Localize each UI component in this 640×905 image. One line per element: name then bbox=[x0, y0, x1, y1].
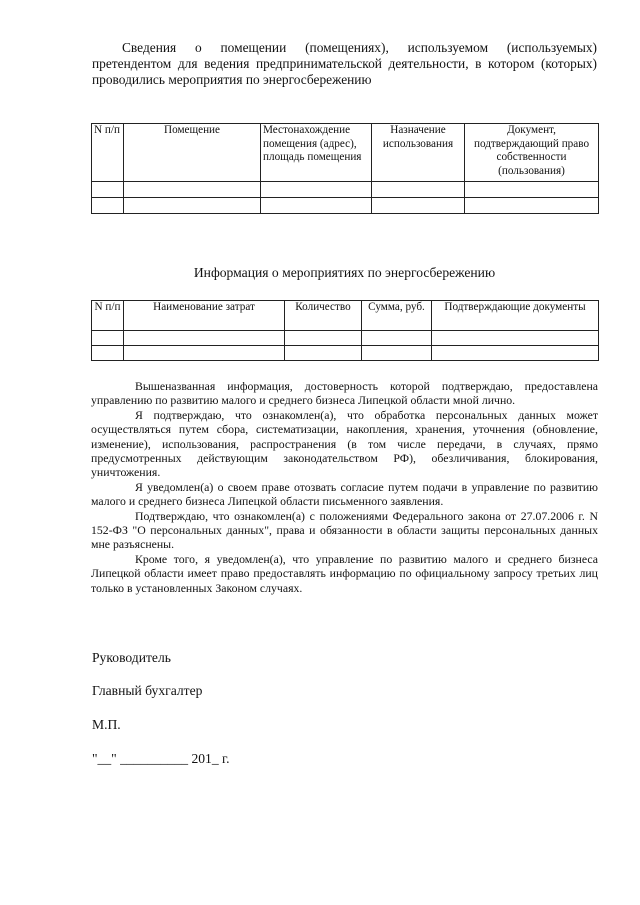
consent-paragraph: Подтверждаю, что ознакомлен(а) с положениями Федерального закона от 27.07.2006 г. N 152-ФЗ "О персональных данных", права и обязанности в области защиты персональных данных мне разъяснены. bbox=[91, 508, 598, 552]
measures-col-documents: Подтверждающие документы bbox=[432, 301, 599, 331]
measures-heading: Информация о мероприятиях по энергосбережению bbox=[193, 265, 496, 280]
table-row bbox=[92, 346, 599, 361]
table-row bbox=[92, 331, 599, 346]
signature-accountant: Главный бухгалтер bbox=[92, 683, 203, 698]
table-cell bbox=[261, 182, 372, 198]
table-cell bbox=[465, 182, 599, 198]
table-cell bbox=[285, 331, 362, 346]
table-cell bbox=[372, 182, 465, 198]
table-cell bbox=[362, 331, 432, 346]
measures-col-cost-name: Наименование затрат bbox=[124, 301, 285, 331]
table-row bbox=[92, 198, 599, 214]
seal-place: М.П. bbox=[92, 717, 121, 732]
measures-table bbox=[91, 300, 599, 361]
signature-head: Руководитель bbox=[92, 650, 171, 665]
table-cell bbox=[432, 331, 599, 346]
table-cell bbox=[124, 346, 285, 361]
table-cell bbox=[372, 198, 465, 214]
measures-col-sum: Сумма, руб. bbox=[362, 301, 432, 331]
premises-col-purpose: Назначение использования bbox=[372, 124, 465, 182]
table-cell bbox=[432, 346, 599, 361]
consent-paragraph: Я подтверждаю, что ознакомлен(а), что обработка персональных данных может осуществляться путем сбора, систематизации, накопления, хранения, уточнения (обновление, изменение), использования, распространения (в том числе передачи, в случаях, прямо предусмотренных действующим законодательством РФ), обезличивания, блокирования, уничтожения. bbox=[91, 407, 598, 480]
consent-paragraph: Кроме того, я уведомлен(а), что управление по развитию малого и среднего бизнеса Липецкой области имеет право предоставлять информацию по официальному запросу третьих лиц только в установленных Законом случаях. bbox=[91, 551, 598, 595]
table-cell bbox=[285, 346, 362, 361]
measures-table-header bbox=[92, 301, 599, 331]
table-cell bbox=[362, 346, 432, 361]
table-cell bbox=[124, 198, 261, 214]
premises-table-header bbox=[92, 124, 599, 182]
table-cell bbox=[124, 331, 285, 346]
measures-col-quantity: Количество bbox=[285, 301, 362, 331]
table-cell bbox=[465, 198, 599, 214]
table-cell bbox=[261, 198, 372, 214]
premises-table bbox=[91, 123, 599, 214]
table-cell bbox=[92, 182, 124, 198]
table-cell bbox=[92, 346, 124, 361]
premises-col-location: Местонахождение помещения (адрес), площадь помещения bbox=[261, 124, 372, 182]
premises-col-document: Документ, подтверждающий право собственности (пользования) bbox=[465, 124, 599, 182]
premises-intro-text: Сведения о помещении (помещениях), используемом (используемых) претендентом для ведения предпринимательской деятельности, в котором (которых) проводились мероприятия по энергосбережению bbox=[92, 40, 597, 87]
table-cell bbox=[92, 198, 124, 214]
premises-col-number: N п/п bbox=[92, 124, 124, 182]
table-cell bbox=[124, 182, 261, 198]
consent-text bbox=[91, 379, 598, 595]
premises-col-premises: Помещение bbox=[124, 124, 261, 182]
table-row bbox=[92, 182, 599, 198]
consent-paragraph: Вышеназванная информация, достоверность которой подтверждаю, предоставлена управлению по развитию малого и среднего бизнеса Липецкой области мной лично. bbox=[91, 379, 598, 408]
consent-paragraph: Я уведомлен(а) о своем праве отозвать согласие путем подачи в управление по развитию малого и среднего бизнеса Липецкой области письменного заявления. bbox=[91, 479, 598, 509]
measures-col-number: N п/п bbox=[92, 301, 124, 331]
table-cell bbox=[92, 331, 124, 346]
signature-date: "__" __________ 201_ г. bbox=[92, 751, 230, 766]
